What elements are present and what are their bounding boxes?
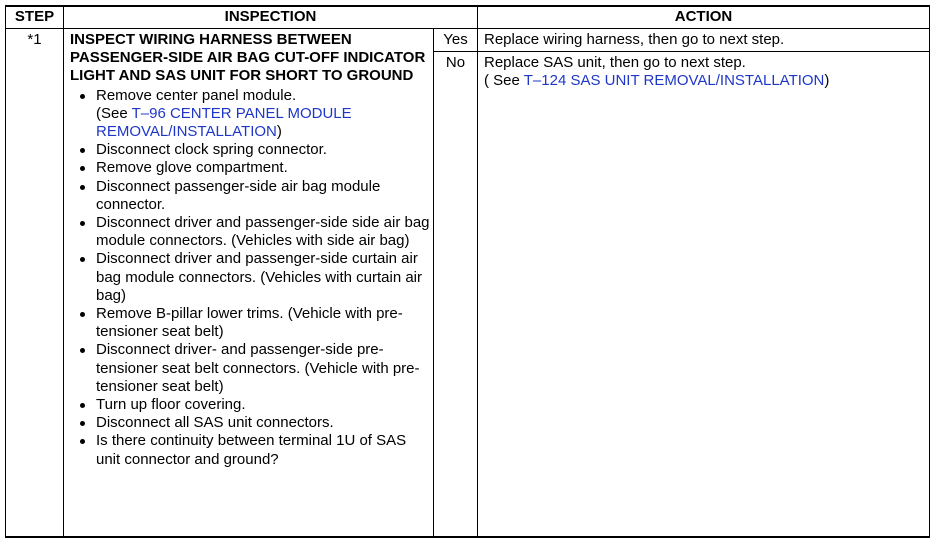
yes-no-divider [433,51,930,52]
step-text: Disconnect passenger-side air bag module connector. [96,177,381,213]
list-item [70,159,430,177]
answer-yes: Yes [443,31,468,48]
answer-no: No [445,54,466,71]
bullet-icon [80,94,85,99]
list-item [70,414,430,432]
reference-suffix: ) [276,123,282,141]
step-column-divider [63,5,64,538]
step-text: Remove B-pillar lower trims. (Vehicle with pre-tensioner seat belt) [96,305,403,341]
list-item [70,178,430,214]
step-text: Is there continuity between terminal 1U of SAS unit connector and ground? [96,432,407,468]
bullet-icon [80,439,85,444]
header-action: ACTION [674,8,733,25]
list-item [70,432,430,468]
step-number: *1 [27,31,42,48]
bullet-icon [80,421,85,426]
header-inspection: INSPECTION [224,8,317,25]
header-divider [5,28,930,29]
reference-prefix: (See [96,104,132,122]
header-step: STEP [14,8,55,25]
list-item [70,305,430,341]
bullet-icon [80,348,85,353]
reference-link-center-panel[interactable]: T–96 CENTER PANEL MODULE REMOVAL/INSTALLATION [96,104,352,141]
list-item [70,214,430,250]
step-text: Turn up floor covering. [96,396,246,414]
reference-suffix: ) [824,72,830,90]
list-item [70,250,430,305]
table-border-bottom [5,536,930,538]
step-text: Disconnect driver- and passenger-side pre-tensioner seat belt connectors. (Vehicle with pre-tensioner seat belt) [96,341,420,395]
step-text: Disconnect all SAS unit connectors. [96,414,334,432]
reference-prefix: ( See [484,72,524,90]
bullet-icon [80,403,85,408]
inspection-title: INSPECT WIRING HARNESS BETWEEN PASSENGER-SIDE AIR BAG CUT-OFF INDICATOR LIGHT AND SAS UNIT FOR SHORT TO GROUND [70,31,426,85]
table-border-right [929,5,930,538]
list-item [70,141,430,159]
list-item [70,87,430,142]
bullet-icon [80,221,85,226]
inspection-steps [70,87,430,469]
bullet-icon [80,185,85,190]
answer-action-divider [477,5,478,538]
inspection-content [70,31,430,469]
reference-link-sas-unit[interactable]: T–124 SAS UNIT REMOVAL/INSTALLATION [523,72,825,90]
table-border-left [5,5,6,538]
action-no [484,54,924,90]
action-yes: Replace wiring harness, then go to next step. [484,31,785,48]
step-text: Remove center panel module. [96,86,297,104]
list-item [70,341,430,396]
bullet-icon [80,312,85,317]
step-text: Disconnect driver and passenger-side side air bag module connectors. (Vehicles with side air bag) [96,214,430,250]
step-text: Disconnect clock spring connector. [96,141,327,159]
step-text: Remove glove compartment. [96,159,288,177]
list-item [70,396,430,414]
inspection-answer-divider [433,29,434,538]
action-no-text: Replace SAS unit, then go to next step. [484,54,746,71]
bullet-icon [80,166,85,171]
bullet-icon [80,257,85,262]
step-text: Disconnect driver and passenger-side curtain air bag module connectors. (Vehicles with curtain air bag) [96,250,423,304]
bullet-icon [80,148,85,153]
